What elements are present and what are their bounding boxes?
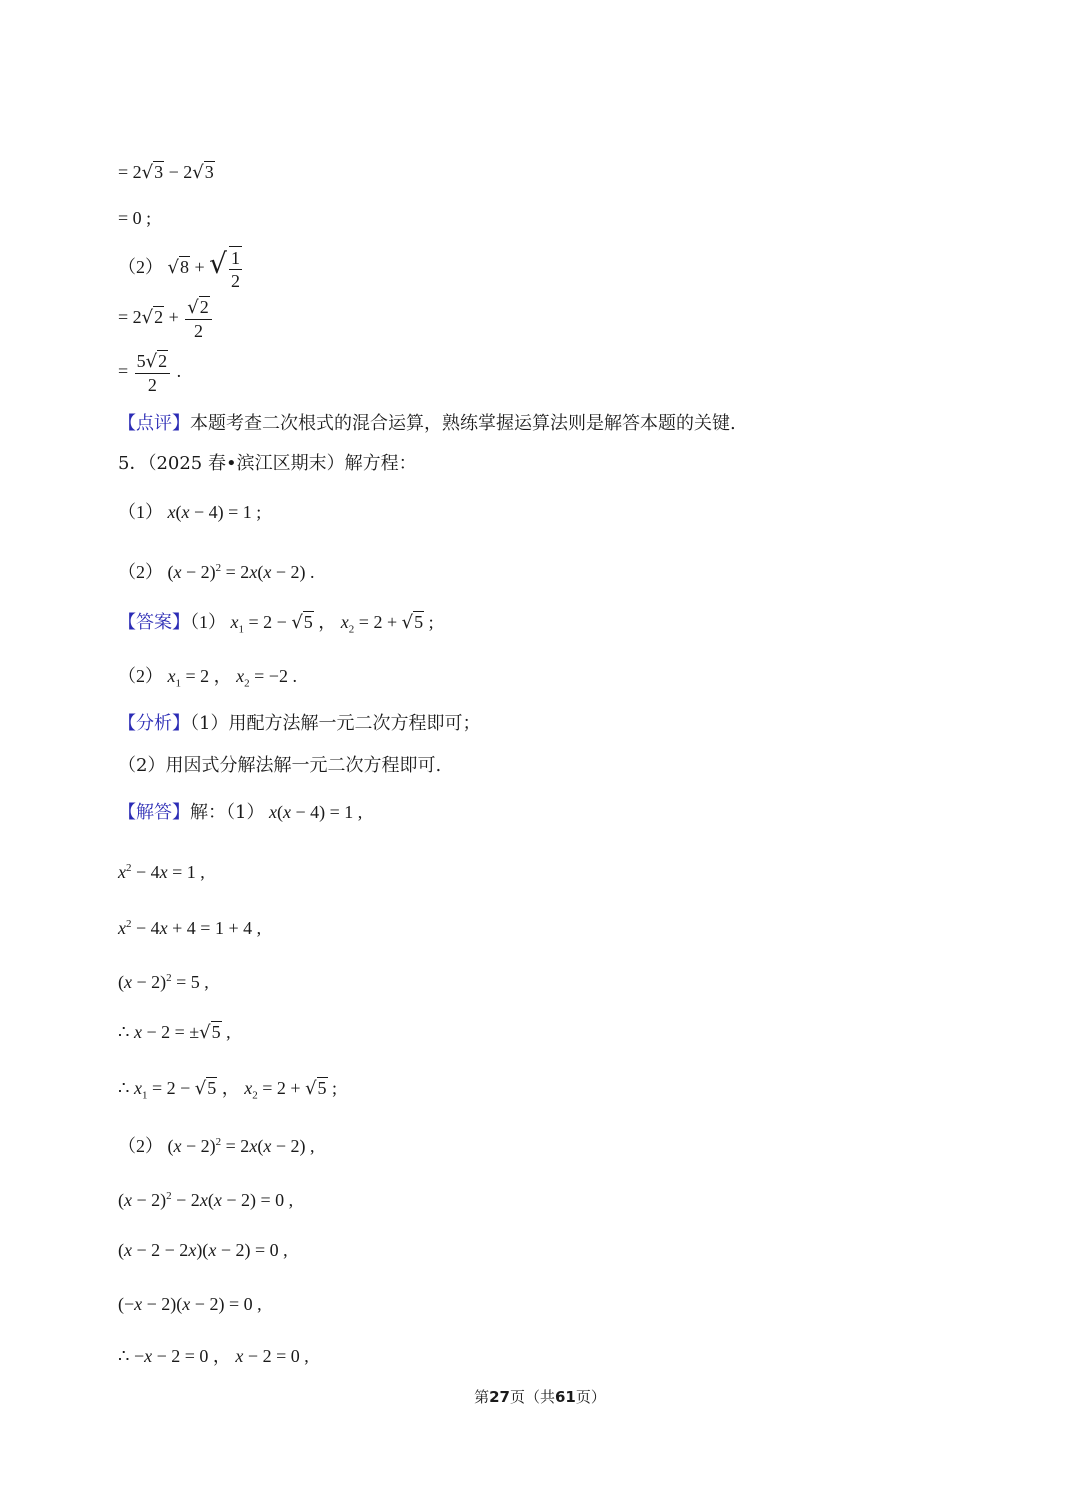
step-line: （2） $(x - 2)^2 = 2x(x - 2)$ , — [118, 1136, 315, 1156]
comment-text: 本题考查二次根式的混合运算，熟练掌握运算法则是解答本题的关键. — [190, 413, 736, 434]
step-line: ∴ −x − 2 = 0 ， x − 2 = 0 , — [118, 1346, 309, 1366]
analysis-text-1: （1）用配方法解一元二次方程即可； — [190, 713, 481, 734]
step-line: ∴ $x_1 = 2 - √5$ ， $x_2 = 2 + √5$ ; — [118, 1078, 338, 1102]
answer-label: 【答案】 — [118, 612, 190, 633]
page-footer — [0, 1386, 1080, 1407]
step-line: $x^2 - 4x = 1$ , — [118, 862, 205, 882]
step-line: $x^2 - 4x + 4 = 1 + 4$ , — [118, 918, 262, 938]
step-line: = 2√2 + $\frac{√2}{2}$ — [118, 296, 214, 342]
page-current: 27 — [489, 1388, 510, 1406]
problem-header: 5．（2025 春•滨江区期末）解方程： — [118, 453, 417, 474]
problem-part-2: （2） $(x - 2)^2 = 2x(x - 2)$ . — [118, 562, 315, 582]
answer-line-1: 【答案】（1） $x_1 = 2 - √5$ ， $x_2 = 2 + √5$ ; — [118, 612, 434, 636]
problem-part-1: （1） x(x − 4) = 1 ; — [118, 502, 262, 522]
page-suffix: 页） — [575, 1388, 606, 1406]
step-line: (x − 2 − 2x)(x − 2) = 0 , — [118, 1240, 288, 1260]
step-line: $(x - 2)^2 - 2x(x - 2) = 0$ , — [118, 1190, 294, 1210]
step-line: ∴ x − 2 = ±√5 , — [118, 1022, 231, 1043]
step-line: $(x - 2)^2 = 5$ , — [118, 972, 209, 992]
step-line: = 0 ; — [118, 208, 152, 228]
step-line: = $\frac{5√2}{2}$ . — [118, 351, 182, 395]
solution-line: 【解答】解：（1） x(x − 4) = 1 , — [118, 802, 363, 823]
solution-lead: 解：（1） — [190, 802, 265, 823]
analysis-line-1 — [118, 712, 480, 736]
comment-label: 【点评】 — [118, 413, 190, 434]
analysis-line-2: （2）用因式分解法解一元二次方程即可. — [118, 755, 442, 776]
step-line: = 2√3 − 2√3 — [118, 162, 214, 183]
answer-line-2: （2） $x_1 = 2$ ， $x_2 = -2$ . — [118, 666, 297, 690]
comment-line — [118, 412, 736, 436]
page-prefix: 第 — [474, 1388, 490, 1406]
solution-label: 【解答】 — [118, 802, 190, 823]
step-line: （2） √8 + √ $\frac{1}{2}$ — [118, 247, 240, 291]
page-total: 61 — [555, 1388, 576, 1406]
page-mid: 页（共 — [509, 1388, 555, 1406]
step-line: (−x − 2)(x − 2) = 0 , — [118, 1294, 262, 1314]
analysis-label: 【分析】 — [118, 713, 190, 734]
